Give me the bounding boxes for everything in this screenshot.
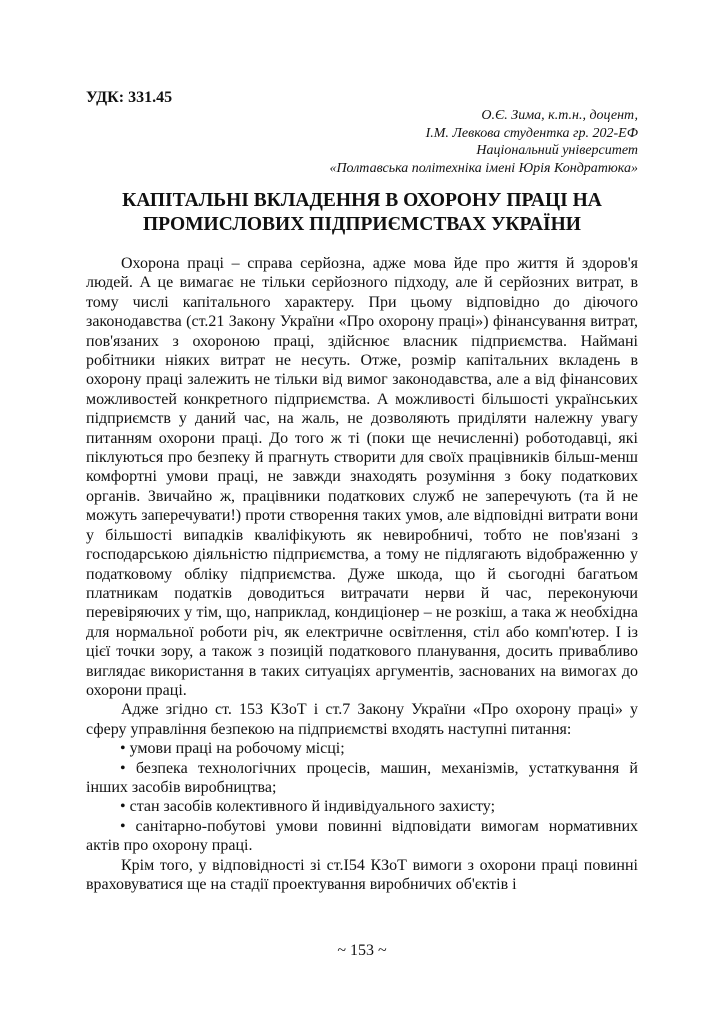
article-body	[86, 254, 638, 894]
bullet-item: • стан засобів колективного й індивідуального захисту;	[120, 798, 496, 816]
page-number: ~ 153 ~	[337, 942, 387, 959]
paragraph: Крім того, у відповідності зі ст.І54 КЗоТ вимоги з охорони праці повинні враховуватися ще на стадії проектування виробничих об'єктів і	[86, 856, 638, 893]
bullet-item: • умови праці на робочому місці;	[120, 740, 345, 758]
author-line: О.Є. Зима, к.т.н., доцент,	[481, 108, 638, 123]
author-line: І.М. Левкова студентка гр. 202-ЕФ	[425, 125, 638, 141]
affiliation-line: «Полтавська політехніка імені Юрія Кондратюка»	[329, 160, 638, 176]
paragraph: Адже згідно ст. 153 КЗоТ і ст.7 Закону України «Про охорону праці» у сферу управління безпекою на підприємстві входять наступні питання:	[86, 701, 638, 738]
affiliation-line: Національний університет	[476, 143, 638, 158]
article-title	[86, 189, 638, 237]
bullet-item: • безпека технологічних процесів, машин, механізмів, устаткування й інших засобів виробництва;	[86, 759, 638, 796]
udc-code: УДК: 331.45	[86, 89, 173, 106]
title-line: ПРОМИСЛОВИХ ПІДПРИЄМСТВАХ УКРАЇНИ	[143, 214, 581, 235]
paragraph: Охорона праці – справа серйозна, адже мова йде про життя й здоров'я людей. А це вимагає не тільки серйозного підходу, але й серйозних витрат, в тому числі капітального характеру. При цьому відповідно до діючого законодавства (ст.21 Закону України «Про охорону праці») фінансування витрат, пов'язаних з охороною праці, здійснює власник підприємства. Наймані робітники ніяких витрат не несуть. Отже, розмір капітальних вкладень в охорону праці залежить не тільки від вимог законодавства, але а від фінансових можливостей конкретного підприємства. А можливості більшості українських підприємств у даний час, на жаль, не дозволяють приділяти належну увагу питанням охорони праці. До того ж ті (поки ще нечисленні) роботодавці, які піклуються про безпеку й прагнуть створити для своїх працівників більш-менш комфортні умови праці, не завжди знаходять розуміння з боку податкових органів. Звичайно ж, працівники податкових служб не заперечують (та й не можуть заперечувати!) проти створення таких умов, але відповідні витрати вони у більшості випадків кваліфікують як невиробничі, тобто не пов'язані з господарською діяльністю підприємства, а тому не підлягають відображенню у податковому обліку підприємства. Дуже шкода, що й сьогодні багатьом платникам податків доводиться витрачати нерви й час, переконуючи перевіряючих у тім, що, наприклад, кондиціонер – не розкіш, а така ж необхідна для нормальної роботи річ, як електричне освітлення, стіл або комп'ютер. І із цієї точки зору, а також з позицій податкового планування, досить привабливо виглядає використання в таких ситуаціях аргументів, заснованих на вимогах до охорони праці.	[86, 255, 638, 699]
title-line: КАПІТАЛЬНІ ВКЛАДЕННЯ В ОХОРОНУ ПРАЦІ НА	[122, 190, 602, 211]
bullet-item: • санітарно-побутові умови повинні відповідати вимогам нормативних актів про охорону праці.	[86, 817, 638, 855]
author-block	[118, 107, 638, 177]
